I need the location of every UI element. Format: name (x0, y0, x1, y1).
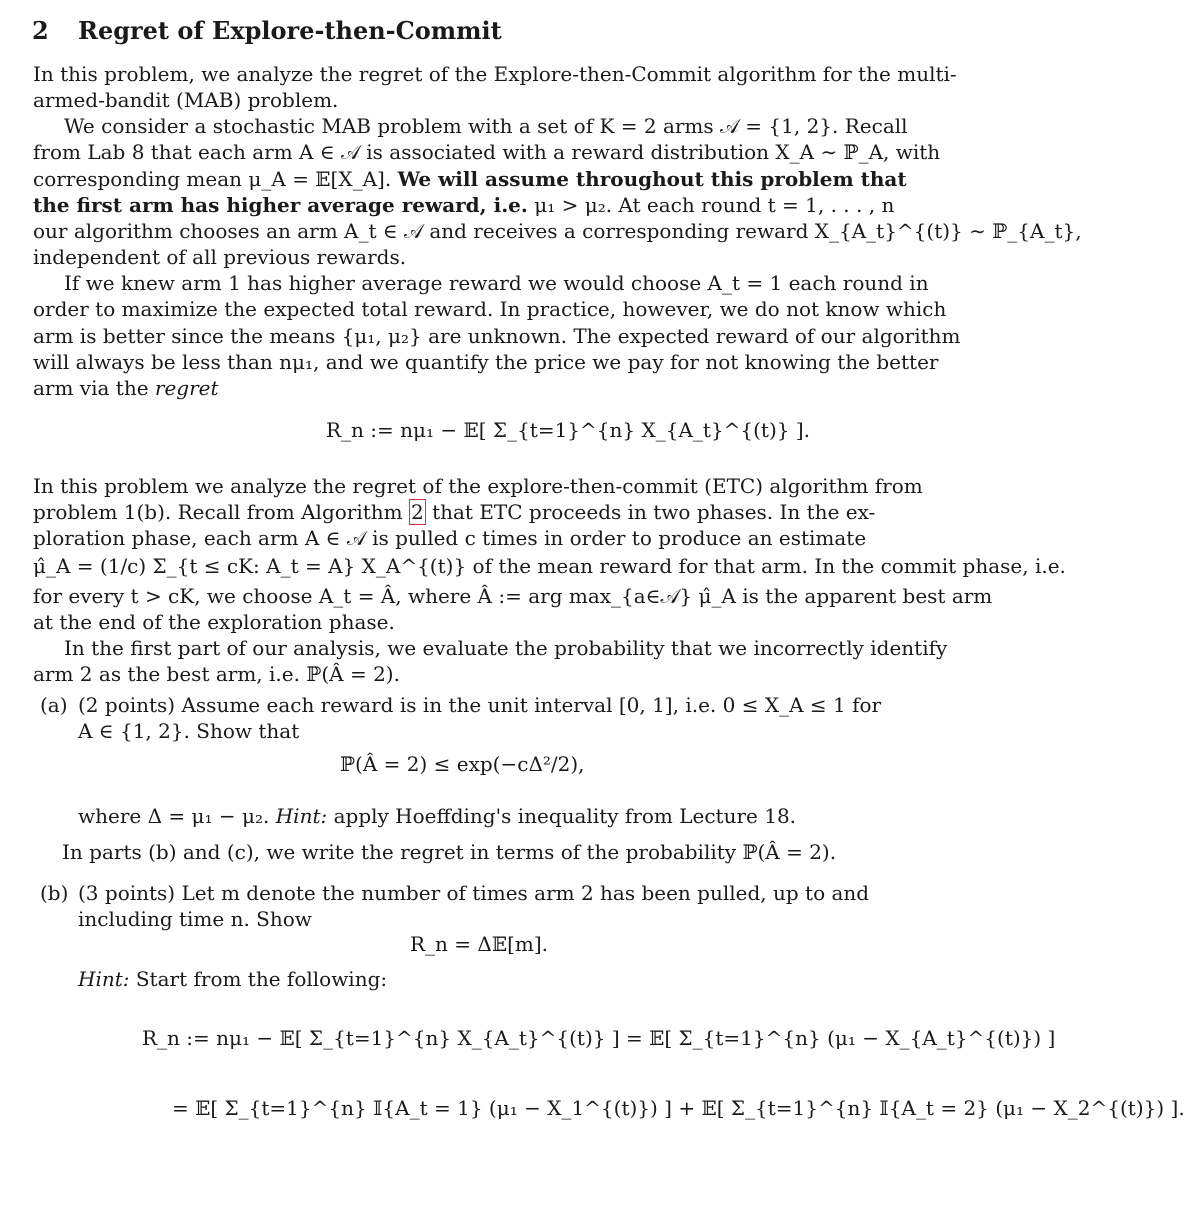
part-b-line-1 (78, 880, 869, 906)
setup-line-4-b: μ₁ > μ₂. At each round t = 1, . . . , n (534, 193, 895, 217)
algorithm-reference-link[interactable]: 2 (411, 500, 424, 524)
motivation-line-5 (33, 375, 219, 401)
analysis-line-1: In the first part of our analysis, we evaluate the probability that we incorrectly identify (64, 636, 948, 660)
motivation-line-5-a: arm via the (33, 376, 149, 400)
motivation-line-2: order to maximize the expected total reward. In practice, however, we do not know which (33, 297, 947, 321)
etc-line-2-a: problem 1(b). Recall from Algorithm (33, 500, 403, 524)
analysis-line-2: arm 2 as the best arm, i.e. ℙ(Â = 2). (33, 662, 400, 686)
part-b-hint: Start from the following: (135, 967, 388, 991)
part-b-hint-line (78, 966, 387, 992)
setup-line-2: from Lab 8 that each arm A ∈ 𝒜 is associated with a reward distribution X_A ∼ ℙ_A, with (33, 140, 941, 164)
regret-identity-equation: R_n = Δ𝔼[m]. (410, 932, 549, 956)
part-a-text-1: Assume each reward is in the unit interval [0, 1], i.e. 0 ≤ X_A ≤ 1 for (181, 693, 882, 717)
motivation-line-4: will always be less than nμ₁, and we quantify the price we pay for not knowing the better (33, 350, 939, 374)
setup-line-4 (33, 192, 894, 218)
transition-line: In parts (b) and (c), we write the regret in terms of the probability ℙ(Â = 2). (62, 840, 837, 864)
etc-line-2-b: that ETC proceeds in two phases. In the ex- (432, 500, 876, 524)
setup-line-1: We consider a stochastic MAB problem with a set of K = 2 arms 𝒜 = {1, 2}. Recall (64, 114, 908, 138)
setup-line-3 (33, 166, 907, 192)
part-b-label: (b) (40, 881, 69, 905)
intro-line-2: armed-bandit (MAB) problem. (33, 88, 339, 112)
setup-assumption-bold-2: the first arm has higher average reward, i.e. (33, 193, 528, 217)
part-b-text-1: Let m denote the number of times arm 2 has been pulled, up to and (181, 881, 870, 905)
part-a-where-line (78, 803, 796, 829)
etc-line-3: ploration phase, each arm A ∈ 𝒜 is pulled c times in order to produce an estimate (33, 526, 867, 550)
etc-line-5: for every t > cK, we choose A_t = Â, where Â := arg max_{a∈𝒜} μ̂_A is the apparent best arm (33, 584, 993, 608)
part-a-points: (2 points) (78, 693, 176, 717)
etc-line-4: μ̂_A = (1/c) Σ_{t ≤ cK: A_t = A} X_A^{(t)} of the mean reward for that arm. In the commit phase, i.e. (33, 554, 1066, 578)
setup-assumption-bold-1: We will assume throughout this problem that (397, 167, 907, 191)
part-a-line-2: A ∈ {1, 2}. Show that (78, 719, 300, 743)
setup-line-3-a: corresponding mean μ_A = 𝔼[X_A]. (33, 167, 392, 191)
part-b-points: (3 points) (78, 881, 176, 905)
part-a-label: (a) (40, 693, 68, 717)
etc-line-2 (33, 499, 875, 525)
etc-line-1: In this problem we analyze the regret of the explore-then-commit (ETC) algorithm from (33, 474, 923, 498)
motivation-line-1: If we knew arm 1 has higher average reward we would choose A_t = 1 each round in (64, 271, 929, 295)
part-a-line-1 (78, 692, 881, 718)
part-a-hint: apply Hoeffding's inequality from Lecture 18. (333, 804, 797, 828)
hint-equation-line-1: R_n := nμ₁ − 𝔼[ Σ_{t=1}^{n} X_{A_t}^{(t)} ] = 𝔼[ Σ_{t=1}^{n} (μ₁ − X_{A_t}^{(t)}) ] (142, 1026, 1056, 1050)
part-a-hint-label: Hint: (275, 804, 328, 828)
setup-line-6: independent of all previous rewards. (33, 245, 407, 269)
part-b-line-2: including time n. Show (78, 907, 312, 931)
hoeffding-bound-equation: ℙ(Â = 2) ≤ exp(−cΔ²/2), (340, 752, 585, 776)
intro-line-1: In this problem, we analyze the regret of the Explore-then-Commit algorithm for the multi- (33, 62, 957, 86)
hint-equation-line-2: = 𝔼[ Σ_{t=1}^{n} 𝕀{A_t = 1} (μ₁ − X_1^{(t)}) ] + 𝔼[ Σ_{t=1}^{n} 𝕀{A_t = 2} (μ₁ − X_2^{(t)}) ]. (172, 1096, 1185, 1120)
motivation-line-3: arm is better since the means {μ₁, μ₂} are unknown. The expected reward of our algorithm (33, 324, 961, 348)
section-number: 2 (32, 16, 49, 45)
part-a-where: where Δ = μ₁ − μ₂. (78, 804, 270, 828)
part-b-hint-label: Hint: (78, 967, 130, 991)
regret-term: regret (154, 376, 219, 400)
setup-line-5: our algorithm chooses an arm A_t ∈ 𝒜 and receives a corresponding reward X_{A_t}^{(t)} ∼ ℙ_{A_t}, (33, 219, 1082, 243)
etc-line-6: at the end of the exploration phase. (33, 610, 395, 634)
regret-equation: R_n := nμ₁ − 𝔼[ Σ_{t=1}^{n} X_{A_t}^{(t)} ]. (326, 418, 811, 442)
section-title: Regret of Explore-then-Commit (78, 16, 502, 45)
